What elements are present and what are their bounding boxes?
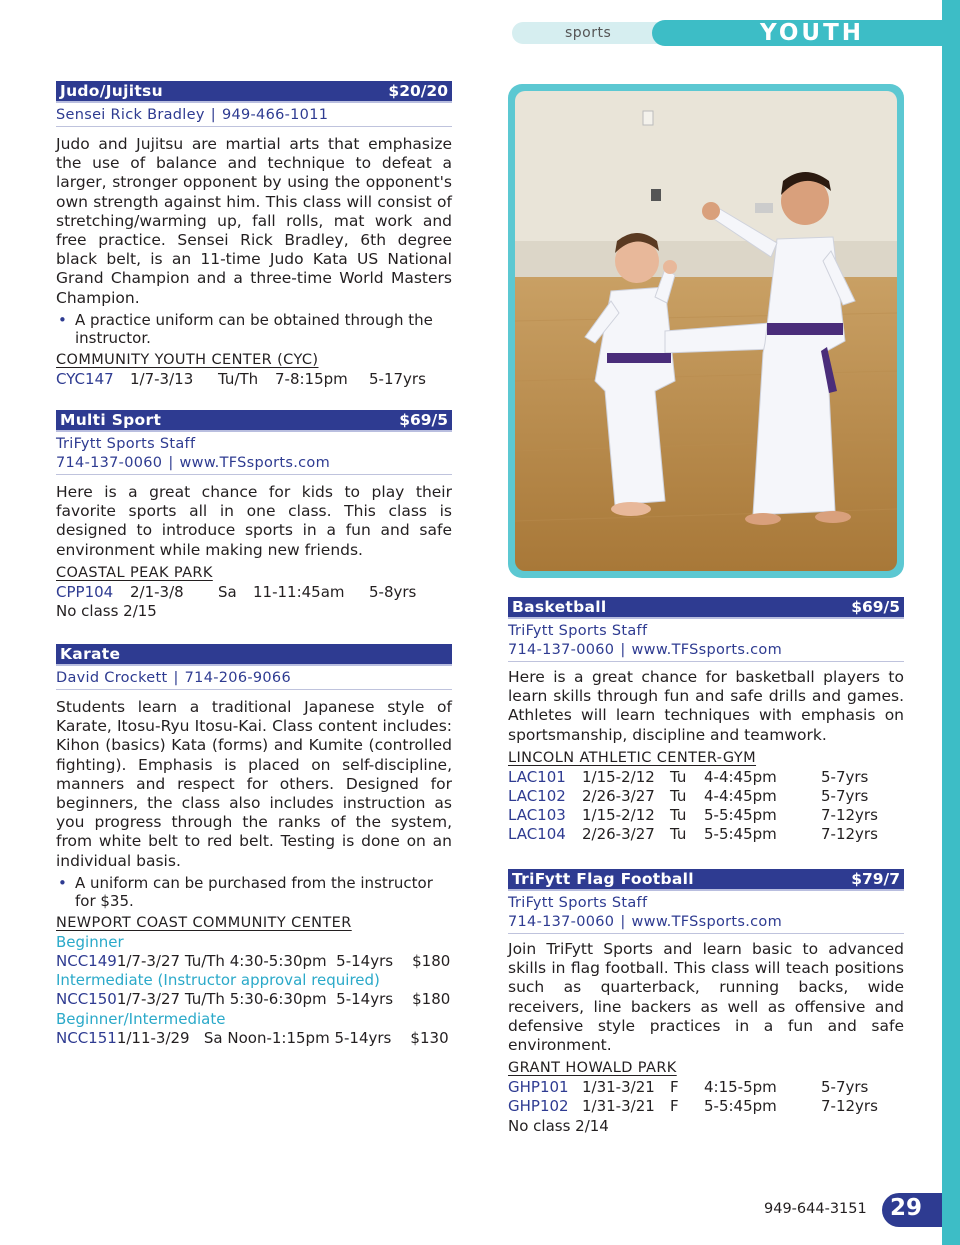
photo-frame (508, 84, 904, 578)
basketball-price: $69/5 (851, 598, 900, 616)
judo-note: • A practice uniform can be obtained through the instructor. (58, 310, 433, 347)
multisport-section (56, 410, 452, 621)
karate-kids-photo (515, 91, 897, 571)
class-code[interactable]: CYC147 (56, 369, 114, 388)
category-label: YOUTH (760, 20, 865, 46)
table-row: LAC102 2/26-3/27 Tu 4-4:45pm 5-7yrs (508, 787, 869, 805)
page-number-badge (882, 1193, 942, 1227)
bullet-icon: • (58, 310, 67, 329)
class-code[interactable]: NCC151 (56, 1028, 117, 1047)
judo-price: $20/20 (388, 82, 448, 100)
football-section (508, 869, 904, 1136)
football-instructor: TriFytt Sports Staff (508, 895, 648, 911)
section-label: sports (565, 25, 612, 41)
multisport-location: COASTAL PEAK PARK (56, 564, 213, 581)
karate-phone[interactable]: 714-206-9066 (184, 670, 291, 686)
football-price: $79/7 (851, 870, 900, 888)
karate-description: Students learn a traditional Japanese style of Karate, Itosu-Ryu Itosu-Kai. Class content includes: Kihon (basics) Kata (forms) and Kumite (controlled fighting). Emphasis is placed on self-discipline, manners and respect for others. Designed for beginners, the class also includes instruction as you progress through the ranks of the system, from white belt to red belt. Testing is done on an individual basis. (56, 698, 452, 870)
basketball-title-bar (508, 597, 904, 619)
multisport-instructor: TriFytt Sports Staff (56, 436, 196, 452)
judo-description: Judo and Jujitsu are martial arts that emphasize the use of balance and technique to defeat a larger, stronger opponent by using the opponent's own strength against him. This class will consist of stretching/warming up, fall rolls, mat work and free practice. Sensei Rick Bradley, 6th degree black belt, is an 11-time Judo Kata US National Grand Champion and a three-time World Masters Champion. (56, 135, 452, 307)
football-phone[interactable]: 714-137-0060 (508, 914, 615, 930)
multisport-price: $69/5 (399, 411, 448, 429)
basketball-description: Here is a great chance for basketball players to learn skills through fun and safe drills and games. Athletes will learn techniques with emphasis on sportsmanship, discipline and teamwork. (508, 668, 904, 744)
karate-level-label: Intermediate (Instructor approval required) (56, 971, 380, 990)
judo-instructor: Sensei Rick Bradley (56, 107, 205, 123)
karate-instructor: David Crockett (56, 670, 168, 686)
multisport-phone[interactable]: 714-137-0060 (56, 455, 163, 471)
basketball-contact-line: 714-137-0060 | www.TFSsports.com (508, 641, 904, 662)
class-code[interactable]: LAC102 (508, 787, 566, 805)
football-description: Join TriFytt Sports and learn basic to advanced skills in flag football. This class will teach positions such as quarterback, running backs, wide receivers, line backers as well as offensive and defensive style practices in a fun and safe environment. (508, 940, 904, 1055)
basketball-section (508, 597, 904, 845)
table-row: NCC1511/11-3/29 Sa Noon-1:15pm 5-14yrs $130 (56, 1028, 449, 1047)
table-row: CYC147 1/7-3/13 Tu/Th 7-8:15pm 5-17yrs (56, 369, 426, 388)
section-tab (512, 22, 662, 44)
multisport-website-link[interactable]: www.TFSsports.com (179, 455, 331, 471)
judo-location: COMMUNITY YOUTH CENTER (CYC) (56, 351, 319, 368)
karate-instructor-line: David Crockett | 714-206-9066 (56, 669, 452, 690)
football-location: GRANT HOWALD PARK (508, 1060, 677, 1077)
football-title: TriFytt Flag Football (512, 870, 694, 888)
class-code[interactable]: LAC103 (508, 806, 566, 825)
karate-section (56, 644, 452, 1048)
class-code[interactable]: NCC150 (56, 990, 117, 1009)
table-row: LAC101 1/15-2/12 Tu 4-4:45pm 5-7yrs (508, 767, 869, 786)
karate-title-bar (56, 644, 452, 666)
table-row: LAC104 2/26-3/27 Tu 5-5:45pm 7-12yrs (508, 825, 878, 844)
basketball-location: LINCOLN ATHLETIC CENTER-GYM (508, 749, 757, 766)
table-row: GHP101 1/31-3/21 F 4:15-5pm 5-7yrs (508, 1078, 869, 1097)
multisport-contact-line: 714-137-0060 | www.TFSsports.com (56, 454, 452, 475)
karate-level-label: Beginner/Intermediate (56, 1009, 226, 1028)
football-title-bar (508, 869, 904, 891)
class-code[interactable]: GHP101 (508, 1078, 569, 1097)
karate-kids-illustration (515, 91, 897, 571)
multisport-description: Here is a great chance for kids to play their favorite sports all in one class. This class is designed to introduce sports in a fun and safe environment while making new friends. (56, 483, 452, 559)
table-row: GHP102 1/31-3/21 F 5-5:45pm 7-12yrs (508, 1097, 878, 1116)
class-code[interactable]: CPP104 (56, 582, 114, 601)
bullet-icon: • (58, 873, 67, 892)
basketball-phone[interactable]: 714-137-0060 (508, 642, 615, 658)
table-row: CPP104 2/1-3/8 Sa 11-11:45am 5-8yrs (56, 582, 417, 601)
class-code[interactable]: NCC149 (56, 952, 117, 971)
multisport-no-class: No class 2/15 (56, 602, 157, 620)
judo-instructor-line: Sensei Rick Bradley | 949-466-1011 (56, 106, 452, 127)
basketball-website-link[interactable]: www.TFSsports.com (631, 642, 783, 658)
category-tab (652, 20, 942, 46)
basketball-title: Basketball (512, 598, 607, 616)
karate-level-label: Beginner (56, 932, 124, 951)
judo-phone[interactable]: 949-466-1011 (221, 107, 329, 123)
table-row: NCC1491/7-3/27 Tu/Th 4:30-5:30pm 5-14yrs $180 (56, 952, 451, 971)
multisport-title-bar (56, 410, 452, 432)
footer-phone: 949-644-3151 (764, 1201, 867, 1217)
basketball-instructor: TriFytt Sports Staff (508, 623, 648, 639)
football-contact-line: 714-137-0060 | www.TFSsports.com (508, 913, 904, 934)
judo-title: Judo/Jujitsu (60, 82, 163, 100)
judo-title-bar (56, 81, 452, 103)
table-row: NCC1501/7-3/27 Tu/Th 5:30-6:30pm 5-14yrs $180 (56, 990, 451, 1009)
right-edge-bar (942, 0, 960, 1245)
table-row: LAC103 1/15-2/12 Tu 5-5:45pm 7-12yrs (508, 806, 878, 825)
class-code[interactable]: LAC101 (508, 767, 566, 786)
football-no-class: No class 2/14 (508, 1116, 609, 1135)
football-website-link[interactable]: www.TFSsports.com (631, 914, 783, 930)
page-number: 29 (890, 1195, 923, 1221)
judo-section (56, 81, 452, 389)
multisport-title: Multi Sport (60, 411, 162, 429)
class-code[interactable]: LAC104 (508, 825, 566, 844)
karate-location: NEWPORT COAST COMMUNITY CENTER (56, 914, 352, 931)
karate-title: Karate (60, 645, 121, 663)
class-code[interactable]: GHP102 (508, 1097, 569, 1116)
karate-note: • A uniform can be purchased from the instructor for $35. (58, 873, 433, 910)
